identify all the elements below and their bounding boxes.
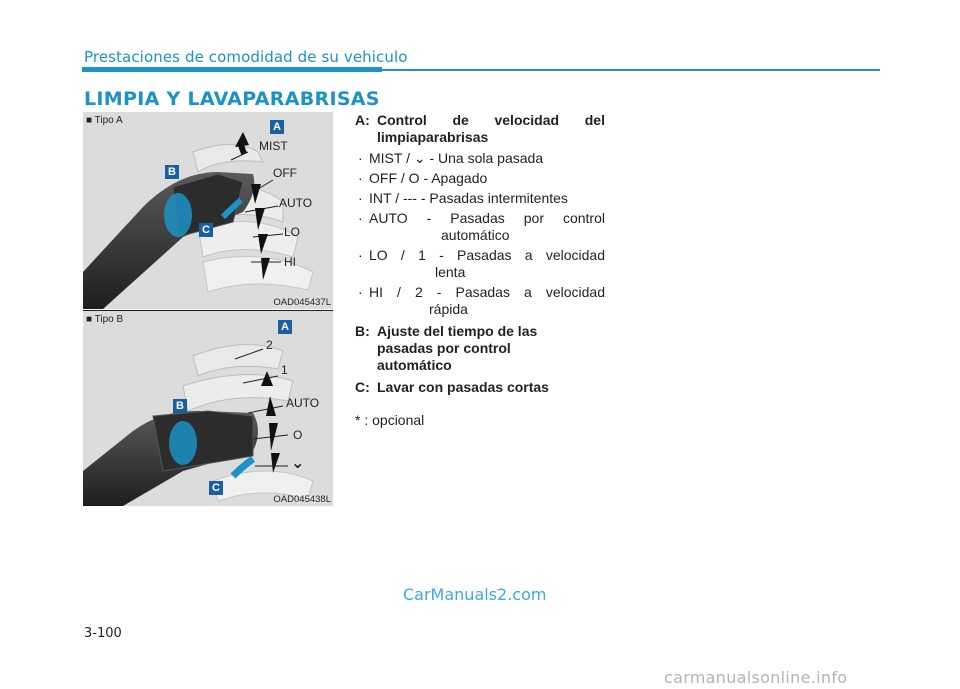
optional-note: * : opcional [355, 412, 425, 428]
header-rule [382, 69, 880, 71]
speed-item-text: MIST / ⌄ - Una sola pasada [369, 150, 544, 166]
figure-type-a [83, 112, 333, 309]
speed-item-text: OFF / O - Apagado [369, 170, 488, 186]
item-a-heading [355, 112, 605, 146]
item-c-heading [355, 379, 605, 396]
figure-b-callout-a: A [278, 320, 292, 334]
figure-b-code: OAD045438L [273, 494, 331, 505]
description-column [355, 112, 605, 429]
header-accent-bar [82, 67, 382, 72]
bullet: · [358, 210, 363, 226]
item-c-line: Lavar con pasadas cortas [377, 379, 549, 395]
figure-a-position-label: LO [284, 225, 301, 239]
watermark-link[interactable]: CarManuals2.com [403, 585, 547, 604]
speed-item-text: HI / 2 - Pasadas a velocidad [369, 284, 605, 300]
figure-b-position-label: O [293, 428, 303, 442]
figure-a-position-label: HI [284, 255, 296, 269]
item-a-prefix: A: [355, 112, 370, 128]
figure-a-code: OAD045437L [273, 297, 331, 308]
page-number: 3-100 [84, 626, 122, 641]
speed-item [355, 170, 605, 187]
chapter-title: Prestaciones de comodidad de su vehiculo [84, 48, 408, 66]
item-b-prefix: B: [355, 323, 370, 339]
figure-b-type-label: ■ Tipo B [86, 314, 124, 325]
speed-item [355, 210, 605, 244]
item-b-line: pasadas por control [377, 340, 511, 356]
bullet: · [358, 247, 363, 263]
figure-b-position-label: 2 [266, 338, 273, 352]
figure-a-position-label: OFF [273, 166, 297, 180]
footer-site-mark: carmanualsonline.info [664, 668, 848, 687]
item-c-prefix: C: [355, 379, 370, 395]
item-b-heading [355, 323, 605, 374]
figure-b-position-label: ⌄ [291, 455, 305, 472]
figure-b-callout-c: C [209, 481, 223, 495]
bullet: · [358, 284, 363, 300]
figure-b-position-label: AUTO [286, 396, 320, 410]
bullet: · [358, 170, 363, 186]
speed-item-continuation: rápida [429, 301, 468, 317]
speed-item [355, 190, 605, 207]
figure-a-position-label: AUTO [279, 196, 313, 210]
figure-a-type-label: ■ Tipo A [86, 115, 123, 126]
item-b-line: Ajuste del tiempo de las [377, 323, 538, 339]
bullet: · [358, 150, 363, 166]
speed-item [355, 247, 605, 281]
bullet: · [358, 190, 363, 206]
speed-item-text: AUTO - Pasadas por control [369, 210, 605, 226]
figure-a-callout-b: B [165, 165, 179, 179]
speed-item-text: INT / --- - Pasadas intermitentes [369, 190, 568, 206]
figure-a-callout-a: A [270, 120, 284, 134]
item-b-line: automático [377, 357, 452, 373]
wiper-lever-illustration-a [83, 112, 333, 309]
item-a-title-line: Control de velocidad del [377, 112, 605, 128]
figure-a-position-label: MIST [259, 139, 288, 153]
speed-item [355, 150, 605, 167]
figure-b-position-label: 1 [281, 363, 288, 377]
item-a-title-line: limpiaparabrisas [377, 129, 489, 145]
figure-b-callout-b: B [173, 399, 187, 413]
speed-item-continuation: lenta [435, 264, 466, 280]
figure-a-callout-c: C [199, 223, 213, 237]
speed-item [355, 284, 605, 318]
figure-type-b [83, 311, 333, 506]
speed-item-continuation: automático [441, 227, 510, 243]
speed-item-text: LO / 1 - Pasadas a velocidad [369, 247, 605, 263]
section-title: LIMPIA Y LAVAPARABRISAS [84, 88, 380, 110]
